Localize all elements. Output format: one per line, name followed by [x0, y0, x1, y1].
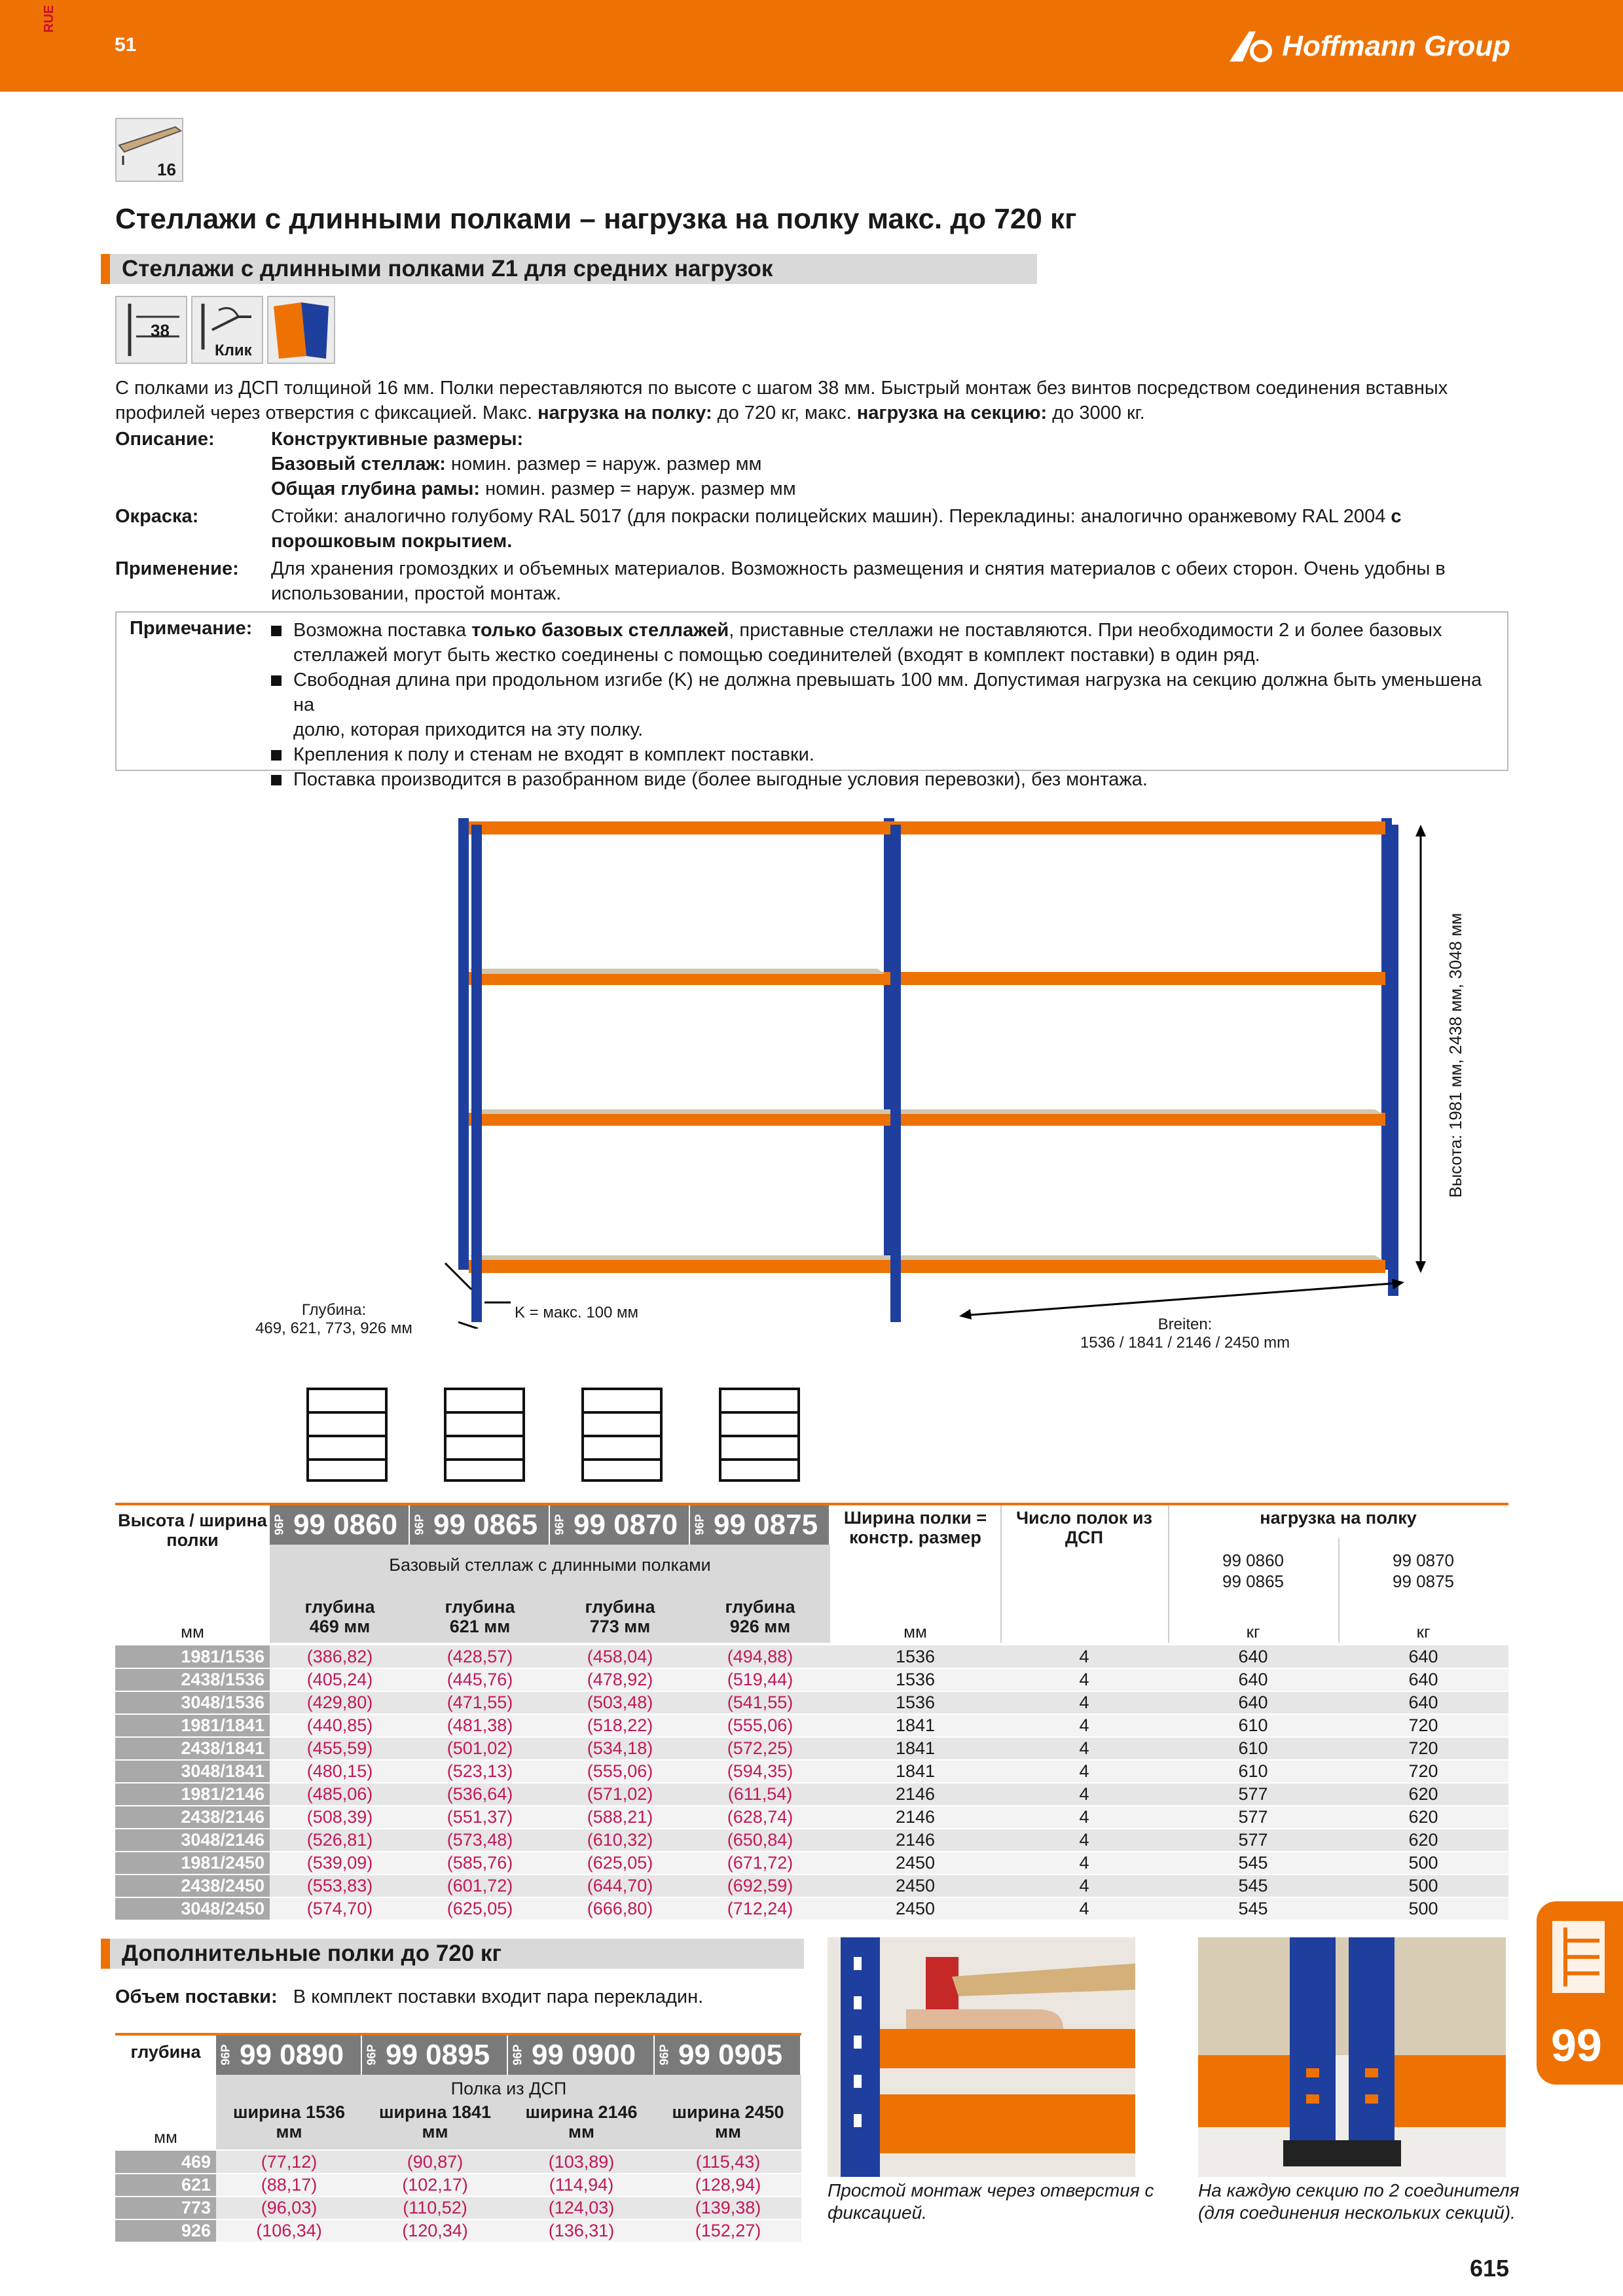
value-cell: 720 [1338, 1714, 1508, 1737]
row-depth-cell: 621 [115, 2174, 216, 2197]
section-heading-extra-shelves: Дополнительные полки до 720 кг [101, 1939, 804, 1969]
price-cell: (625,05) [410, 1897, 550, 1920]
row-size-cell: 3048/1841 [115, 1760, 270, 1783]
rack-price-table [115, 1645, 1508, 1921]
row-size-cell: 3048/2146 [115, 1829, 270, 1852]
value-cell: 640 [1338, 1668, 1508, 1691]
price-cell: (573,48) [410, 1829, 550, 1852]
price-cell: (610,32) [550, 1829, 690, 1852]
language-code: RUE [42, 5, 56, 33]
hoffmann-logo-icon [1230, 30, 1275, 63]
row-depth-cell: 773 [115, 2197, 216, 2219]
value-cell: 640 [1168, 1668, 1338, 1691]
price-cell: (120,34) [362, 2219, 508, 2242]
row-size-cell: 2438/1536 [115, 1668, 270, 1691]
depth-header: глубина 621 мм [445, 1597, 515, 1636]
value-cell: 1536 [830, 1645, 1000, 1668]
price-cell: (611,54) [690, 1783, 830, 1806]
price-cell: (585,76) [410, 1852, 550, 1874]
pitch-value: 38 [151, 321, 170, 340]
price-cell: (650,84) [690, 1829, 830, 1852]
unit-mm: мм [181, 1622, 204, 1641]
value-cell: 610 [1168, 1760, 1338, 1783]
section-heading-z1: Стеллажи с длинными полками Z1 для средних нагрузок [101, 254, 1037, 284]
article-number: 96P 99 0895 [362, 2036, 508, 2075]
load-articles-b: 99 0870 99 0875 [1393, 1551, 1454, 1591]
article-number: 96P 99 0900 [508, 2036, 655, 2075]
connector-photo [1198, 1937, 1506, 2177]
price-cell: (494,88) [690, 1645, 830, 1668]
height-dimension-label: Высота: 1981 мм, 2438 мм, 3048 мм [1446, 912, 1465, 1198]
unit-kg: кг [1416, 1622, 1431, 1641]
price-cell: (103,89) [508, 2151, 655, 2174]
value-cell: 4 [1000, 1874, 1168, 1897]
price-cell: (88,17) [216, 2174, 362, 2197]
value-cell: 720 [1338, 1760, 1508, 1783]
width-header: ширина 2450 мм [672, 2102, 784, 2142]
price-cell: (102,17) [362, 2174, 508, 2197]
brand-logo [1230, 30, 1510, 63]
note-item: Поставка производится в разобранном виде (более выгодные условия перевозки), без монтажа. [271, 767, 1495, 792]
supply-line: Объем поставки: В комплект поставки входит пара перекладин. [115, 1986, 704, 2007]
price-cell: (77,12) [216, 2151, 362, 2174]
top-bar [0, 0, 1623, 92]
intro-line-1: С полками из ДСП толщиной 16 мм. Полки переставляются по высоте с шагом 38 мм. Быстрый монтаж без винтов посредством соединения вставных [115, 378, 1448, 399]
price-cell: (588,21) [550, 1806, 690, 1829]
article-number: 96P 99 0865 [410, 1505, 550, 1545]
shelf-chapter-icon [1552, 1921, 1605, 1993]
price-cell: (445,76) [410, 1668, 550, 1691]
note-item: Свободная длина при продольном изгибе (K) не должна превышать 100 мм. Допустимая нагрузка на секцию должна быть уменьшена на долю, которая приходится на эту полку. [271, 668, 1495, 742]
width-dimension-label: Breiten: 1536 / 1841 / 2146 / 2450 mm [1080, 1316, 1290, 1352]
article-number: 96P 99 0875 [690, 1505, 830, 1545]
table-row [115, 2219, 801, 2242]
depth-header: глубина 926 мм [725, 1597, 795, 1636]
row-depth-cell: 926 [115, 2219, 216, 2242]
price-cell: (671,72) [690, 1852, 830, 1874]
price-cell: (485,06) [270, 1783, 410, 1806]
price-cell: (594,35) [690, 1760, 830, 1783]
note-item: Возможна поставка только базовых стеллажей, приставные стеллажи не поставляются. При необходимости 2 и более базовых стеллажей могут быть жестко соединены с помощью соединителей (входят в комплект поставки) в один ряд. [271, 618, 1495, 668]
note-box [115, 611, 1508, 790]
board-thickness-icon [115, 118, 183, 182]
unit-mm: мм [154, 2127, 177, 2147]
table-row [115, 1691, 1508, 1714]
photo2-caption: На каждую секцию по 2 соединителя (для соединения нескольких секций). [1198, 2180, 1520, 2223]
value-cell: 4 [1000, 1829, 1168, 1852]
value-cell: 545 [1168, 1874, 1338, 1897]
value-cell: 500 [1338, 1897, 1508, 1920]
value-cell: 1841 [830, 1714, 1000, 1737]
click-mount-icon [191, 296, 263, 364]
value-cell: 577 [1168, 1783, 1338, 1806]
price-cell: (455,59) [270, 1737, 410, 1760]
load-articles-a: 99 0860 99 0865 [1222, 1551, 1284, 1591]
depth-header: глубина 773 мм [585, 1597, 655, 1636]
value-cell: 720 [1338, 1737, 1508, 1760]
price-cell: (501,02) [410, 1737, 550, 1760]
value-cell: 620 [1338, 1806, 1508, 1829]
price-cell: (110,52) [362, 2197, 508, 2219]
price-cell: (428,57) [410, 1645, 550, 1668]
price-cell: (551,37) [410, 1806, 550, 1829]
price-cell: (692,59) [690, 1874, 830, 1897]
value-cell: 620 [1338, 1829, 1508, 1852]
price-cell: (405,24) [270, 1668, 410, 1691]
value-cell: 620 [1338, 1783, 1508, 1806]
price-cell: (429,80) [270, 1691, 410, 1714]
value-cell: 4 [1000, 1668, 1168, 1691]
price-cell: (152,27) [655, 2219, 801, 2242]
chapter-number: 51 [115, 34, 137, 56]
value-cell: 2450 [830, 1852, 1000, 1874]
table-row [115, 1714, 1508, 1737]
value-cell: 4 [1000, 1806, 1168, 1829]
table-row [115, 1760, 1508, 1783]
width-header: ширина 1536 мм [232, 2102, 346, 2142]
table2-subhead: Полка из ДСП [450, 2079, 567, 2098]
price-cell: (139,38) [655, 2197, 801, 2219]
value-cell: 1536 [830, 1691, 1000, 1714]
row-size-cell: 1981/2450 [115, 1852, 270, 1874]
table-row [115, 1783, 1508, 1806]
brand-name: Hoffmann Group [1282, 30, 1510, 62]
price-cell: (503,48) [550, 1691, 690, 1714]
photo1-caption: Простой монтаж через отверстия с фиксацией. [828, 2180, 1154, 2223]
col-height-width: Высота / ширина полки [118, 1511, 267, 1550]
page-title: Стеллажи с длинными полками – нагрузка на полку макс. до 720 кг [115, 203, 1077, 235]
price-cell: (571,02) [550, 1783, 690, 1806]
table-row [115, 1668, 1508, 1691]
value-cell: 4 [1000, 1714, 1168, 1737]
value-cell: 4 [1000, 1852, 1168, 1874]
article-number: 96P 99 0890 [216, 2036, 362, 2075]
price-cell: (480,15) [270, 1760, 410, 1783]
price-cell: (124,03) [508, 2197, 655, 2219]
table-row [115, 1645, 1508, 1668]
price-cell: (534,18) [550, 1737, 690, 1760]
table-row [115, 2151, 801, 2174]
table-row [115, 1874, 1508, 1897]
price-cell: (555,06) [690, 1714, 830, 1737]
article-number: 96P 99 0860 [270, 1505, 410, 1545]
article-number-row [270, 1505, 830, 1545]
price-cell: (115,43) [655, 2151, 801, 2174]
col-shelf-width: Ширина полки = констр. размер [843, 1508, 987, 1547]
price-cell: (106,34) [216, 2219, 362, 2242]
value-cell: 2146 [830, 1806, 1000, 1829]
price-cell: (712,24) [690, 1897, 830, 1920]
row-size-cell: 1981/2146 [115, 1783, 270, 1806]
paint-label: Окраска: [115, 506, 199, 527]
price-cell: (553,83) [270, 1874, 410, 1897]
table-row [115, 2174, 801, 2197]
value-cell: 610 [1168, 1737, 1338, 1760]
value-cell: 577 [1168, 1806, 1338, 1829]
value-cell: 4 [1000, 1783, 1168, 1806]
depth-dimension-label: Глубина: 469, 621, 773, 926 мм [255, 1301, 412, 1337]
price-cell: (541,55) [690, 1691, 830, 1714]
price-cell: (518,22) [550, 1714, 690, 1737]
price-cell: (136,31) [508, 2219, 655, 2242]
value-cell: 1841 [830, 1760, 1000, 1783]
value-cell: 2450 [830, 1897, 1000, 1920]
paint-text: Стойки: аналогично голубому RAL 5017 (для покраски полицейских машин). Перекладины: аналогично оранжевому RAL 2004 с порошковым покрытием. [271, 506, 1402, 552]
value-cell: 4 [1000, 1645, 1168, 1668]
value-cell: 640 [1338, 1645, 1508, 1668]
table-row [115, 1852, 1508, 1874]
value-cell: 2146 [830, 1829, 1000, 1852]
row-depth-cell: 469 [115, 2151, 216, 2174]
rack-size-icons [301, 1386, 1205, 1484]
value-cell: 577 [1168, 1829, 1338, 1852]
price-cell: (644,70) [550, 1874, 690, 1897]
value-cell: 545 [1168, 1852, 1338, 1874]
table-row [115, 1897, 1508, 1920]
value-cell: 4 [1000, 1760, 1168, 1783]
price-cell: (523,13) [410, 1760, 550, 1783]
note-label: Примечание: [130, 618, 253, 639]
value-cell: 1841 [830, 1737, 1000, 1760]
price-cell: (536,64) [410, 1783, 550, 1806]
article-number: 96P 99 0905 [655, 2036, 801, 2075]
price-cell: (519,44) [690, 1668, 830, 1691]
value-cell: 640 [1168, 1691, 1338, 1714]
price-cell: (96,03) [216, 2197, 362, 2219]
value-cell: 4 [1000, 1691, 1168, 1714]
row-size-cell: 1981/1841 [115, 1714, 270, 1737]
price-cell: (128,94) [655, 2174, 801, 2197]
price-cell: (628,74) [690, 1806, 830, 1829]
depth-header: глубина 469 мм [304, 1597, 375, 1636]
price-cell: (90,87) [362, 2151, 508, 2174]
mounting-photo [828, 1937, 1135, 2177]
price-cell: (601,72) [410, 1874, 550, 1897]
price-cell: (508,39) [270, 1806, 410, 1829]
row-size-cell: 1981/1536 [115, 1645, 270, 1668]
note-item: Крепления к полу и стенам не входят в комплект поставки. [271, 742, 1495, 767]
intro-line-2: профилей через отверстия с фиксацией. Макс. нагрузка на полку: до 720 кг, макс. нагрузка на секцию: до 3000 кг. [115, 403, 1145, 423]
price-cell: (574,70) [270, 1897, 410, 1920]
row-size-cell: 3048/1536 [115, 1691, 270, 1714]
value-cell: 640 [1338, 1691, 1508, 1714]
row-size-cell: 2438/1841 [115, 1737, 270, 1760]
table-row [115, 1737, 1508, 1760]
usage-label: Применение: [115, 558, 239, 579]
col-shelf-count: Число полок из ДСП [1016, 1508, 1152, 1547]
value-cell: 1536 [830, 1668, 1000, 1691]
value-cell: 4 [1000, 1737, 1168, 1760]
value-cell: 2450 [830, 1874, 1000, 1897]
intro-text [115, 376, 1510, 425]
desc-text: Конструктивные размеры: Базовый стеллаж: номин. размер = наруж. размер мм Общая глубина рамы: номин. размер = наруж. размер мм [271, 429, 796, 499]
price-cell: (572,25) [690, 1737, 830, 1760]
price-cell: (555,06) [550, 1760, 690, 1783]
unit-kg: кг [1246, 1622, 1260, 1641]
article-number: 96P 99 0870 [550, 1505, 690, 1545]
col-shelf-load: нагрузка на полку [1260, 1508, 1417, 1528]
k-dimension-label: K = макс. 100 мм [515, 1304, 639, 1321]
row-size-cell: 3048/2450 [115, 1897, 270, 1920]
page-number: 615 [1470, 2255, 1510, 2282]
chapter-number-tab: 99 [1551, 2020, 1602, 2071]
row-size-cell: 2438/2450 [115, 1874, 270, 1897]
table1-subhead: Базовый стеллаж с длинными полками [389, 1555, 711, 1575]
value-cell: 640 [1168, 1645, 1338, 1668]
price-cell: (478,92) [550, 1668, 690, 1691]
width-header: ширина 2146 мм [525, 2102, 638, 2142]
width-headers [216, 2102, 801, 2142]
color-swatch-icon [267, 296, 335, 364]
chapter-tab [1537, 1901, 1623, 2085]
price-cell: (471,55) [410, 1691, 550, 1714]
price-cell: (481,38) [410, 1714, 550, 1737]
price-cell: (440,85) [270, 1714, 410, 1737]
row-size-cell: 2438/2146 [115, 1806, 270, 1829]
unit-mm: мм [903, 1622, 927, 1641]
table-row [115, 1829, 1508, 1852]
usage-text: Для хранения громоздких и объемных материалов. Возможность размещения и снятия материалов с обеих сторон. Очень удобны в использовании, простой монтаж. [271, 558, 1446, 604]
value-cell: 2146 [830, 1783, 1000, 1806]
shelving-drawing [419, 805, 1480, 1329]
click-label: Клик [215, 342, 252, 359]
depth-headers [270, 1597, 830, 1636]
desc-label: Описание: [115, 429, 215, 450]
value-cell: 545 [1168, 1897, 1338, 1920]
value-cell: 4 [1000, 1897, 1168, 1920]
price-cell: (625,05) [550, 1852, 690, 1874]
value-cell: 500 [1338, 1874, 1508, 1897]
note-list [271, 618, 1495, 792]
price-cell: (666,80) [550, 1897, 690, 1920]
pitch-38-icon [115, 296, 187, 364]
table-row [115, 1806, 1508, 1829]
price-cell: (458,04) [550, 1645, 690, 1668]
thickness-value: 16 [157, 160, 176, 179]
price-cell: (526,81) [270, 1829, 410, 1852]
value-cell: 500 [1338, 1852, 1508, 1874]
extra-shelf-price-table [115, 2151, 801, 2243]
article-number-row-2 [216, 2036, 801, 2075]
price-cell: (114,94) [508, 2174, 655, 2197]
col-depth: глубина [130, 2042, 201, 2062]
price-cell: (386,82) [270, 1645, 410, 1668]
width-header: ширина 1841 мм [378, 2102, 492, 2142]
price-cell: (539,09) [270, 1852, 410, 1874]
value-cell: 610 [1168, 1714, 1338, 1737]
table-row [115, 2197, 801, 2219]
